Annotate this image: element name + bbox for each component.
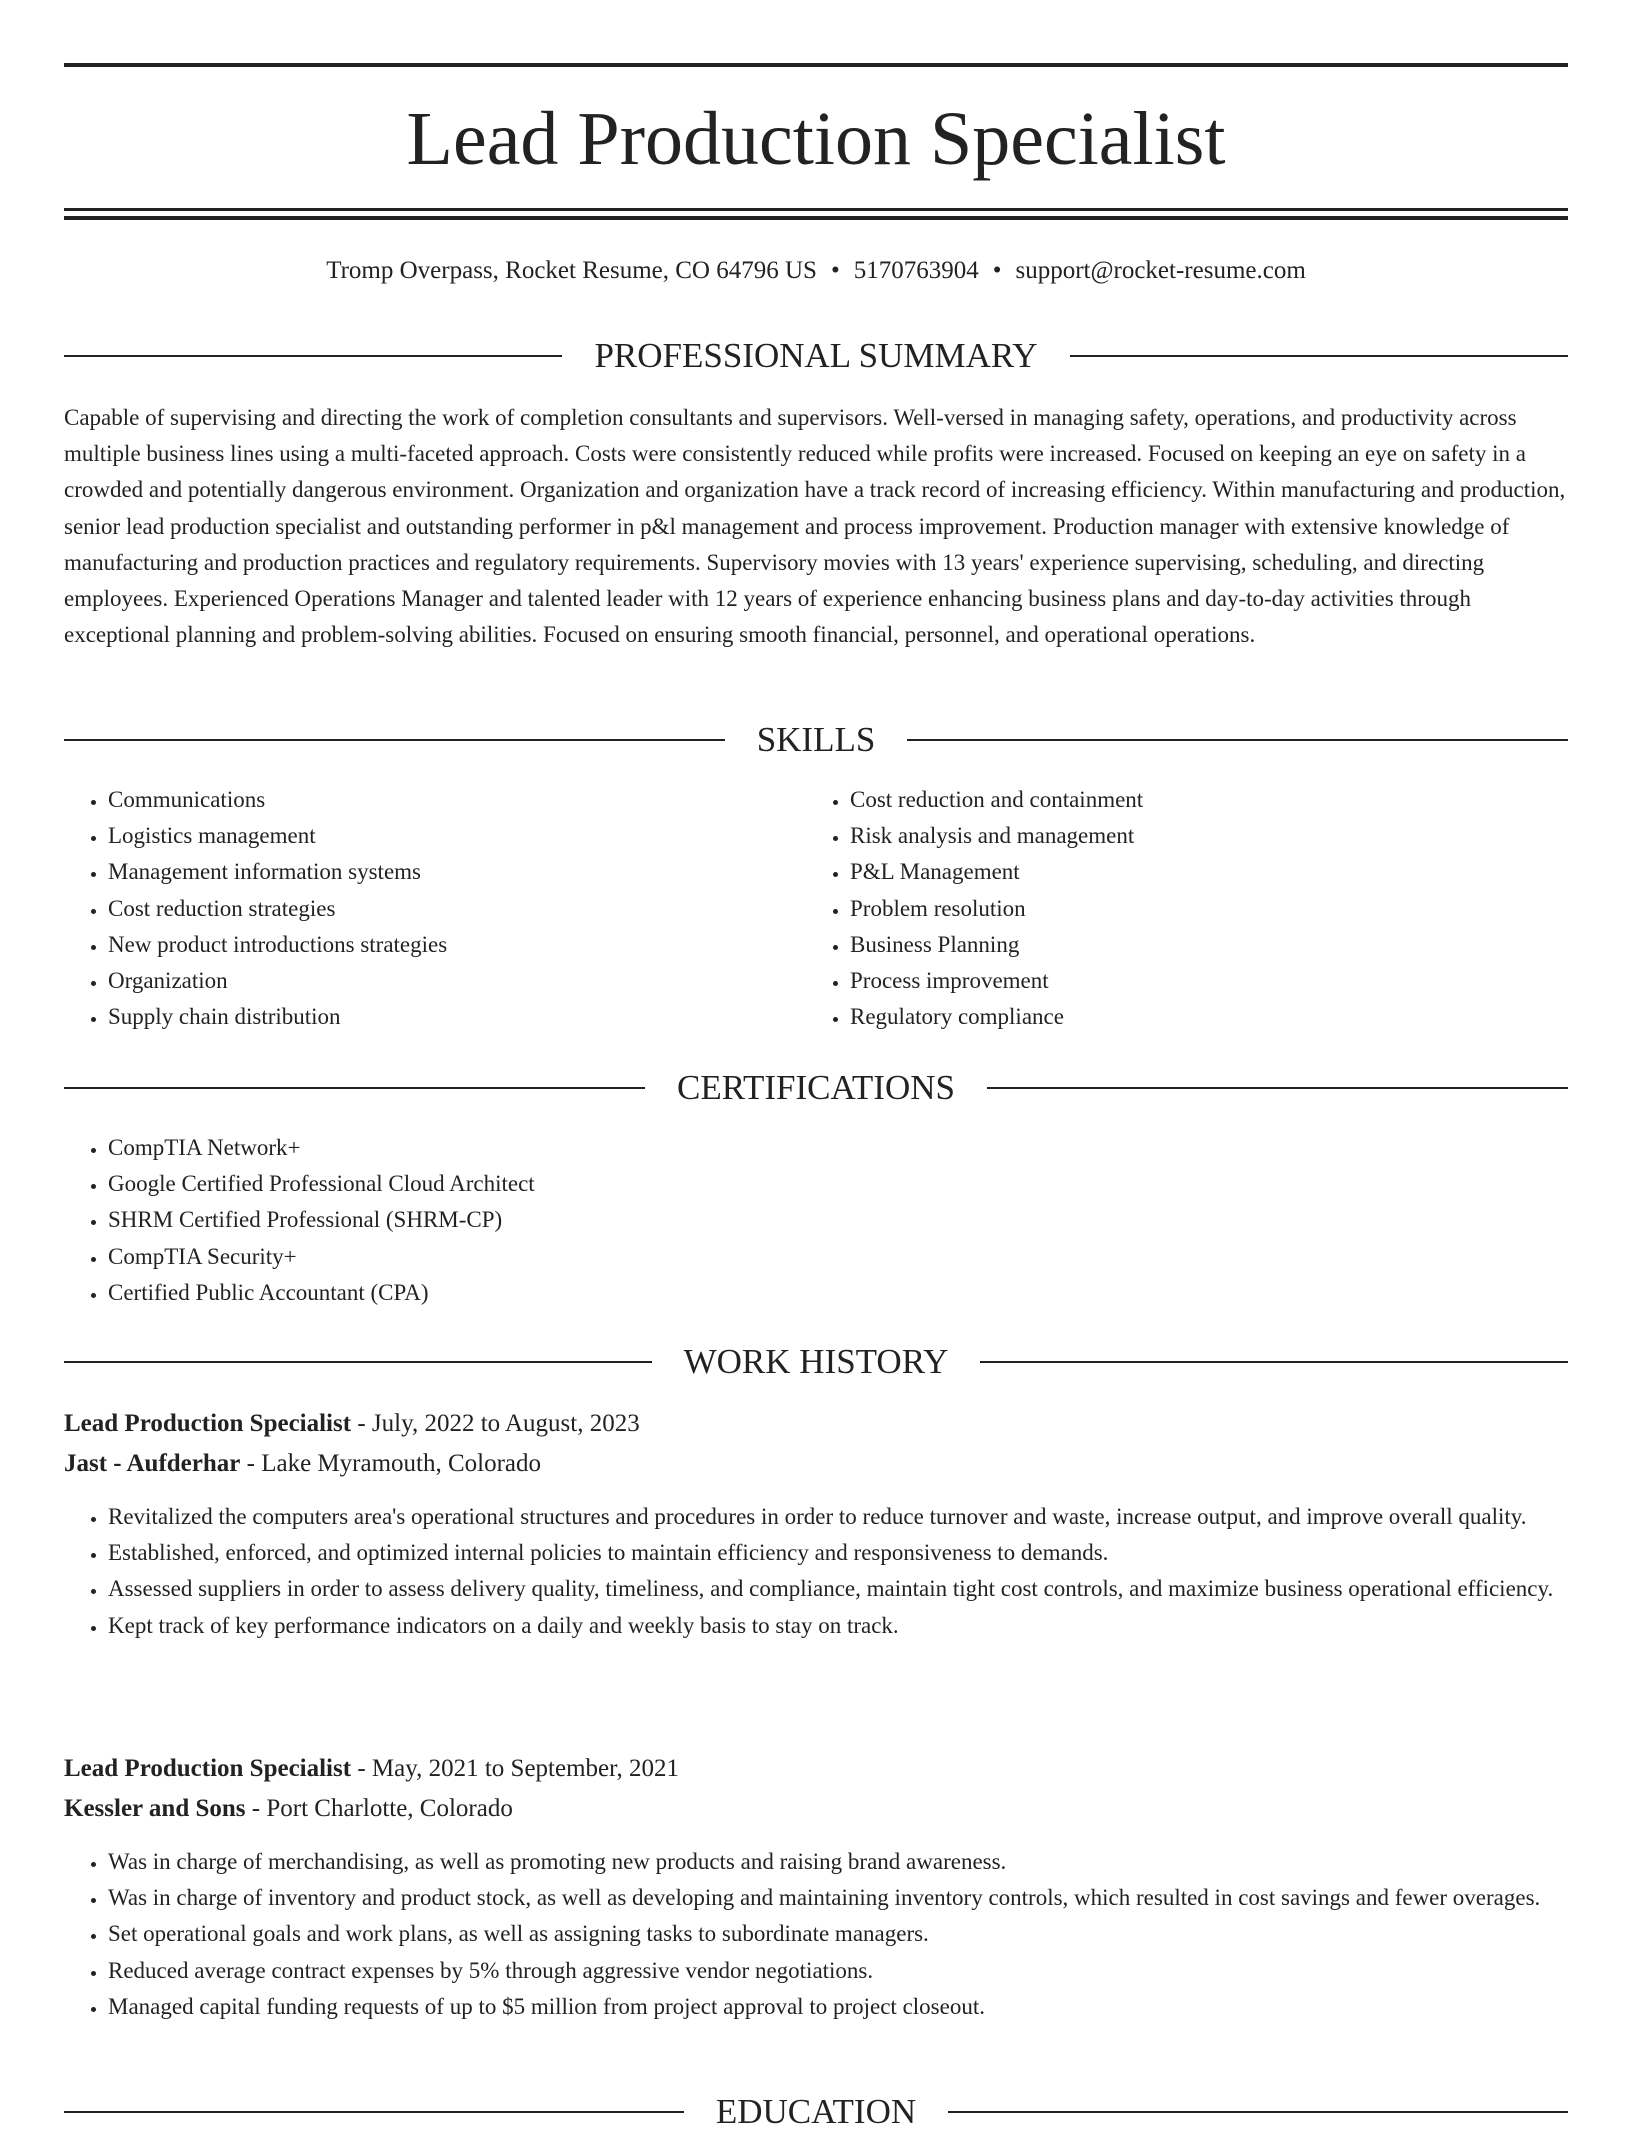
job-company: Jast - Aufderhar [64, 1450, 241, 1477]
skill-item: • Logistics management [108, 818, 806, 854]
summary-text: Capable of supervising and directing the work of completion consultants and supervisors. Well-versed in managing safety, operations, and productivity across multiple business lines using a multi-faceted approach. Costs were consistently reduced while profits were increased. Focused on keeping an eye on safety in a crowded and potentially dangerous environment. Organization and organization have a track record of increasing efficiency. Within manufacturing and production, senior lead production specialist and outstanding performer in p&l management and process improvement. Production manager with extensive knowledge of manufacturing and production practices and regulatory requirements. Supervisory movies with 13 years' experience supervising, scheduling, and directing employees. Experienced Operations Manager and talented leader with 12 years of experience enhancing business plans and day-to-day activities through exceptional planning and problem-solving abilities. Focused on ensuring smooth financial, personnel, and operational operations. [64, 405, 1566, 648]
job-bullet: • Was in charge of inventory and product stock, as well as developing and maintaining inventory controls, which resulted in cost savings and fewer overages. [108, 1880, 1568, 1916]
job-company-line [64, 1789, 1568, 1829]
skill-item: • Management information systems [108, 854, 806, 890]
skill-item: • Cost reduction strategies [108, 891, 806, 927]
title-rule-lower [64, 216, 1568, 220]
certification-item: • Google Certified Professional Cloud Architect [108, 1166, 1568, 1202]
job-bullet: • Managed capital funding requests of up to $5 million from project approval to project closeout. [108, 1989, 1568, 2025]
job-bullet: • Revitalized the computers area's operational structures and procedures in order to reduce turnover and waste, increase output, and improve overall quality. [108, 1499, 1568, 1535]
contact-separator: • [830, 257, 840, 284]
certification-item: • Certified Public Accountant (CPA) [108, 1275, 1568, 1311]
heading-rule [64, 739, 725, 741]
contact-line [64, 254, 1568, 288]
skill-item: • New product introductions strategies [108, 927, 806, 963]
skill-item: • Regulatory compliance [850, 999, 1548, 1035]
job-bullets [64, 1844, 1568, 2025]
contact-separator: • [992, 257, 1002, 284]
job-bullet: • Set operational goals and work plans, as well as assigning tasks to subordinate managers. [108, 1916, 1568, 1952]
skill-item: • Communications [108, 782, 806, 818]
section-heading-summary [64, 334, 1568, 378]
job-company: Kessler and Sons [64, 1795, 246, 1822]
title-rule-upper [64, 208, 1568, 211]
skill-item: • Risk analysis and management [850, 818, 1548, 854]
job-title: Lead Production Specialist [64, 1410, 352, 1437]
section-heading-skills [64, 718, 1568, 762]
job-bullet: • Reduced average contract expenses by 5% through aggressive vendor negotiations. [108, 1953, 1568, 1989]
job-company-line [64, 1444, 1568, 1484]
job-bullet: • Assessed suppliers in order to assess delivery quality, timeliness, and compliance, maintain tight cost controls, and maximize business operational efficiency. [108, 1571, 1568, 1607]
section-heading-work-history [64, 1340, 1568, 1384]
certification-item: • SHRM Certified Professional (SHRM-CP) [108, 1202, 1568, 1238]
heading-rule [948, 2111, 1568, 2113]
heading-rule [64, 2111, 684, 2113]
job-location: - Port Charlotte, Colorado [245, 1795, 513, 1822]
skills-column-left [64, 782, 806, 1035]
heading-rule [64, 355, 562, 357]
section-heading-label: WORK HISTORY [683, 1342, 949, 1381]
heading-rule [64, 1361, 652, 1363]
heading-rule [907, 739, 1568, 741]
job-dates: - July, 2022 to August, 2023 [351, 1410, 640, 1437]
section-heading-education [64, 2090, 1568, 2134]
heading-rule [987, 1087, 1568, 1089]
skill-item: • Cost reduction and containment [850, 782, 1548, 818]
job-dates: - May, 2021 to September, 2021 [351, 1755, 679, 1782]
certification-item: • CompTIA Network+ [108, 1130, 1568, 1166]
job-title-line [64, 1404, 1568, 1444]
job-title: Lead Production Specialist [64, 1755, 352, 1782]
job-bullet: • Was in charge of merchandising, as well as promoting new products and raising brand awareness. [108, 1844, 1568, 1880]
skills-list [64, 782, 1568, 1035]
section-heading-label: SKILLS [756, 720, 876, 759]
skill-item: • P&L Management [850, 854, 1548, 890]
section-heading-label: EDUCATION [715, 2092, 917, 2131]
contact-email: support@rocket-resume.com [1015, 257, 1306, 284]
heading-rule [980, 1361, 1568, 1363]
job-bullets [64, 1499, 1568, 1644]
resume-title: Lead Production Specialist [406, 97, 1226, 181]
heading-rule [64, 1087, 645, 1089]
skill-item: • Organization [108, 963, 806, 999]
job-bullet: • Established, enforced, and optimized internal policies to maintain efficiency and responsiveness to demands. [108, 1535, 1568, 1571]
certification-item: • CompTIA Security+ [108, 1239, 1568, 1275]
skills-column-right [806, 782, 1548, 1035]
job-location: - Lake Myramouth, Colorado [240, 1450, 542, 1477]
skill-item: • Business Planning [850, 927, 1548, 963]
skill-item: • Supply chain distribution [108, 999, 806, 1035]
certifications-list [64, 1130, 1568, 1311]
contact-phone: 5170763904 [853, 257, 979, 284]
contact-address: Tromp Overpass, Rocket Resume, CO 64796 US [326, 257, 817, 284]
job-bullet: • Kept track of key performance indicators on a daily and weekly basis to stay on track. [108, 1608, 1568, 1644]
top-rule [64, 63, 1568, 67]
section-heading-certifications [64, 1066, 1568, 1110]
section-heading-label: CERTIFICATIONS [677, 1068, 955, 1107]
skill-item: • Problem resolution [850, 891, 1548, 927]
section-heading-label: PROFESSIONAL SUMMARY [594, 336, 1038, 375]
heading-rule [1070, 355, 1568, 357]
job-title-line [64, 1749, 1568, 1789]
skill-item: • Process improvement [850, 963, 1548, 999]
